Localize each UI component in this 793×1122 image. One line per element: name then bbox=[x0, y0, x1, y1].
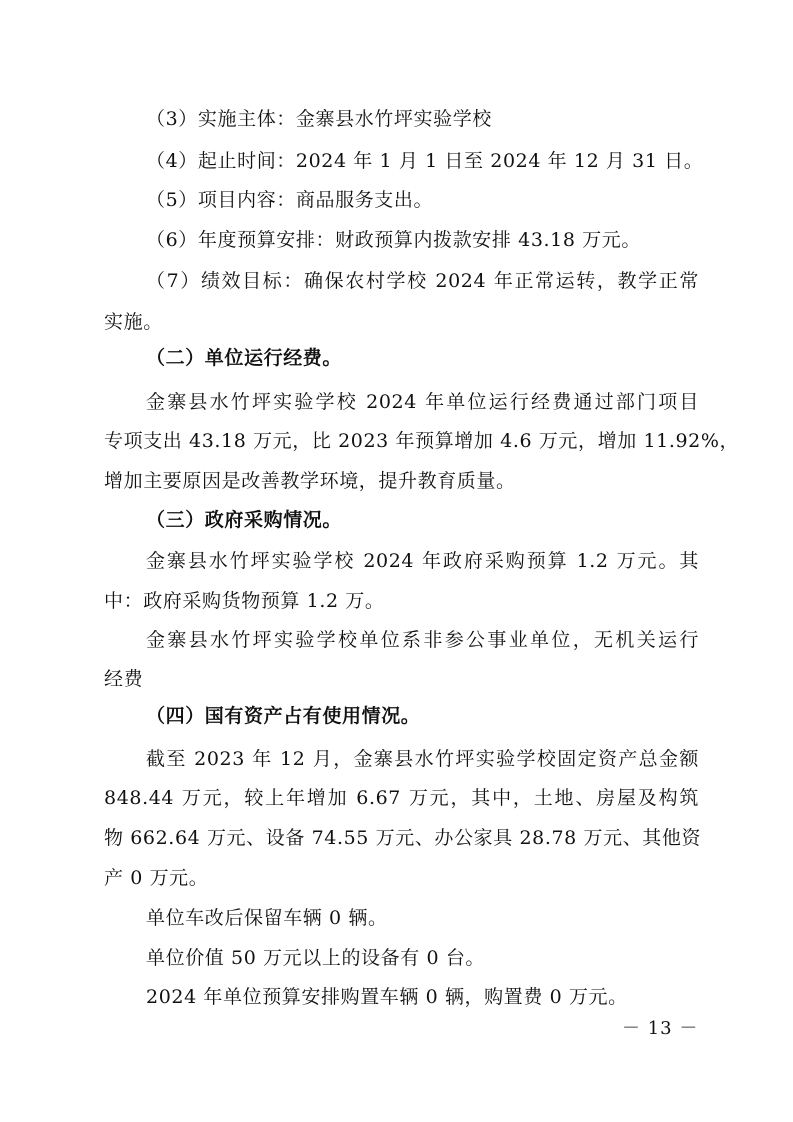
paragraph-equipment-over-50k: 单位价值 50 万元以上的设备有 0 台。 bbox=[146, 947, 486, 969]
paragraph-state-assets: 截至 2023 年 12 月，金寨县水竹坪实验学校固定资产总金额 bbox=[146, 748, 699, 770]
section-heading-operating-funds: （二）单位运行经费。 bbox=[146, 347, 343, 369]
paragraph-annual-budget: （6）年度预算安排：财政预算内拨款安排 43.18 万元。 bbox=[146, 229, 641, 251]
paragraph-state-assets-cont-2: 物 662.64 万元、设备 74.55 万元、办公家具 28.78 万元、其他资 bbox=[104, 827, 702, 849]
paragraph-institution-type-cont: 经费 bbox=[104, 668, 144, 690]
paragraph-performance-goal-cont: 实施。 bbox=[104, 311, 163, 333]
paragraph-vehicles-retained: 单位车改后保留车辆 0 辆。 bbox=[146, 907, 388, 929]
section-heading-state-assets: （四）国有资产占有使用情况。 bbox=[146, 705, 421, 727]
section-heading-procurement: （三）政府采购情况。 bbox=[146, 509, 343, 531]
paragraph-state-assets-cont-3: 产 0 万元。 bbox=[104, 867, 209, 889]
paragraph-implementing-entity: （3）实施主体：金寨县水竹坪实验学校 bbox=[146, 108, 492, 130]
paragraph-operating-funds-cont-2: 增加主要原因是改善教学环境，提升教育质量。 bbox=[104, 470, 516, 492]
paragraph-operating-funds-cont-1: 专项支出 43.18 万元，比 2023 年预算增加 4.6 万元，增加 11.92%， bbox=[104, 430, 740, 452]
paragraph-vehicle-purchase: 2024 年单位预算安排购置车辆 0 辆，购置费 0 万元。 bbox=[146, 986, 628, 1008]
paragraph-performance-goal: （7）绩效目标：确保农村学校 2024 年正常运转，教学正常 bbox=[146, 270, 699, 292]
paragraph-procurement: 金寨县水竹坪实验学校 2024 年政府采购预算 1.2 万元。其 bbox=[146, 550, 699, 572]
paragraph-procurement-cont: 中：政府采购货物预算 1.2 万。 bbox=[104, 590, 385, 612]
paragraph-operating-funds: 金寨县水竹坪实验学校 2024 年单位运行经费通过部门项目 bbox=[146, 391, 699, 413]
page-number: － 13 － bbox=[622, 1018, 699, 1039]
paragraph-institution-type: 金寨县水竹坪实验学校单位系非参公事业单位，无机关运行 bbox=[146, 629, 699, 651]
paragraph-state-assets-cont-1: 848.44 万元，较上年增加 6.67 万元，其中，土地、房屋及构筑 bbox=[104, 787, 699, 809]
paragraph-project-content: （5）项目内容：商品服务支出。 bbox=[146, 189, 434, 211]
paragraph-period: （4）起止时间：2024 年 1 月 1 日至 2024 年 12 月 31 日。 bbox=[146, 150, 704, 172]
